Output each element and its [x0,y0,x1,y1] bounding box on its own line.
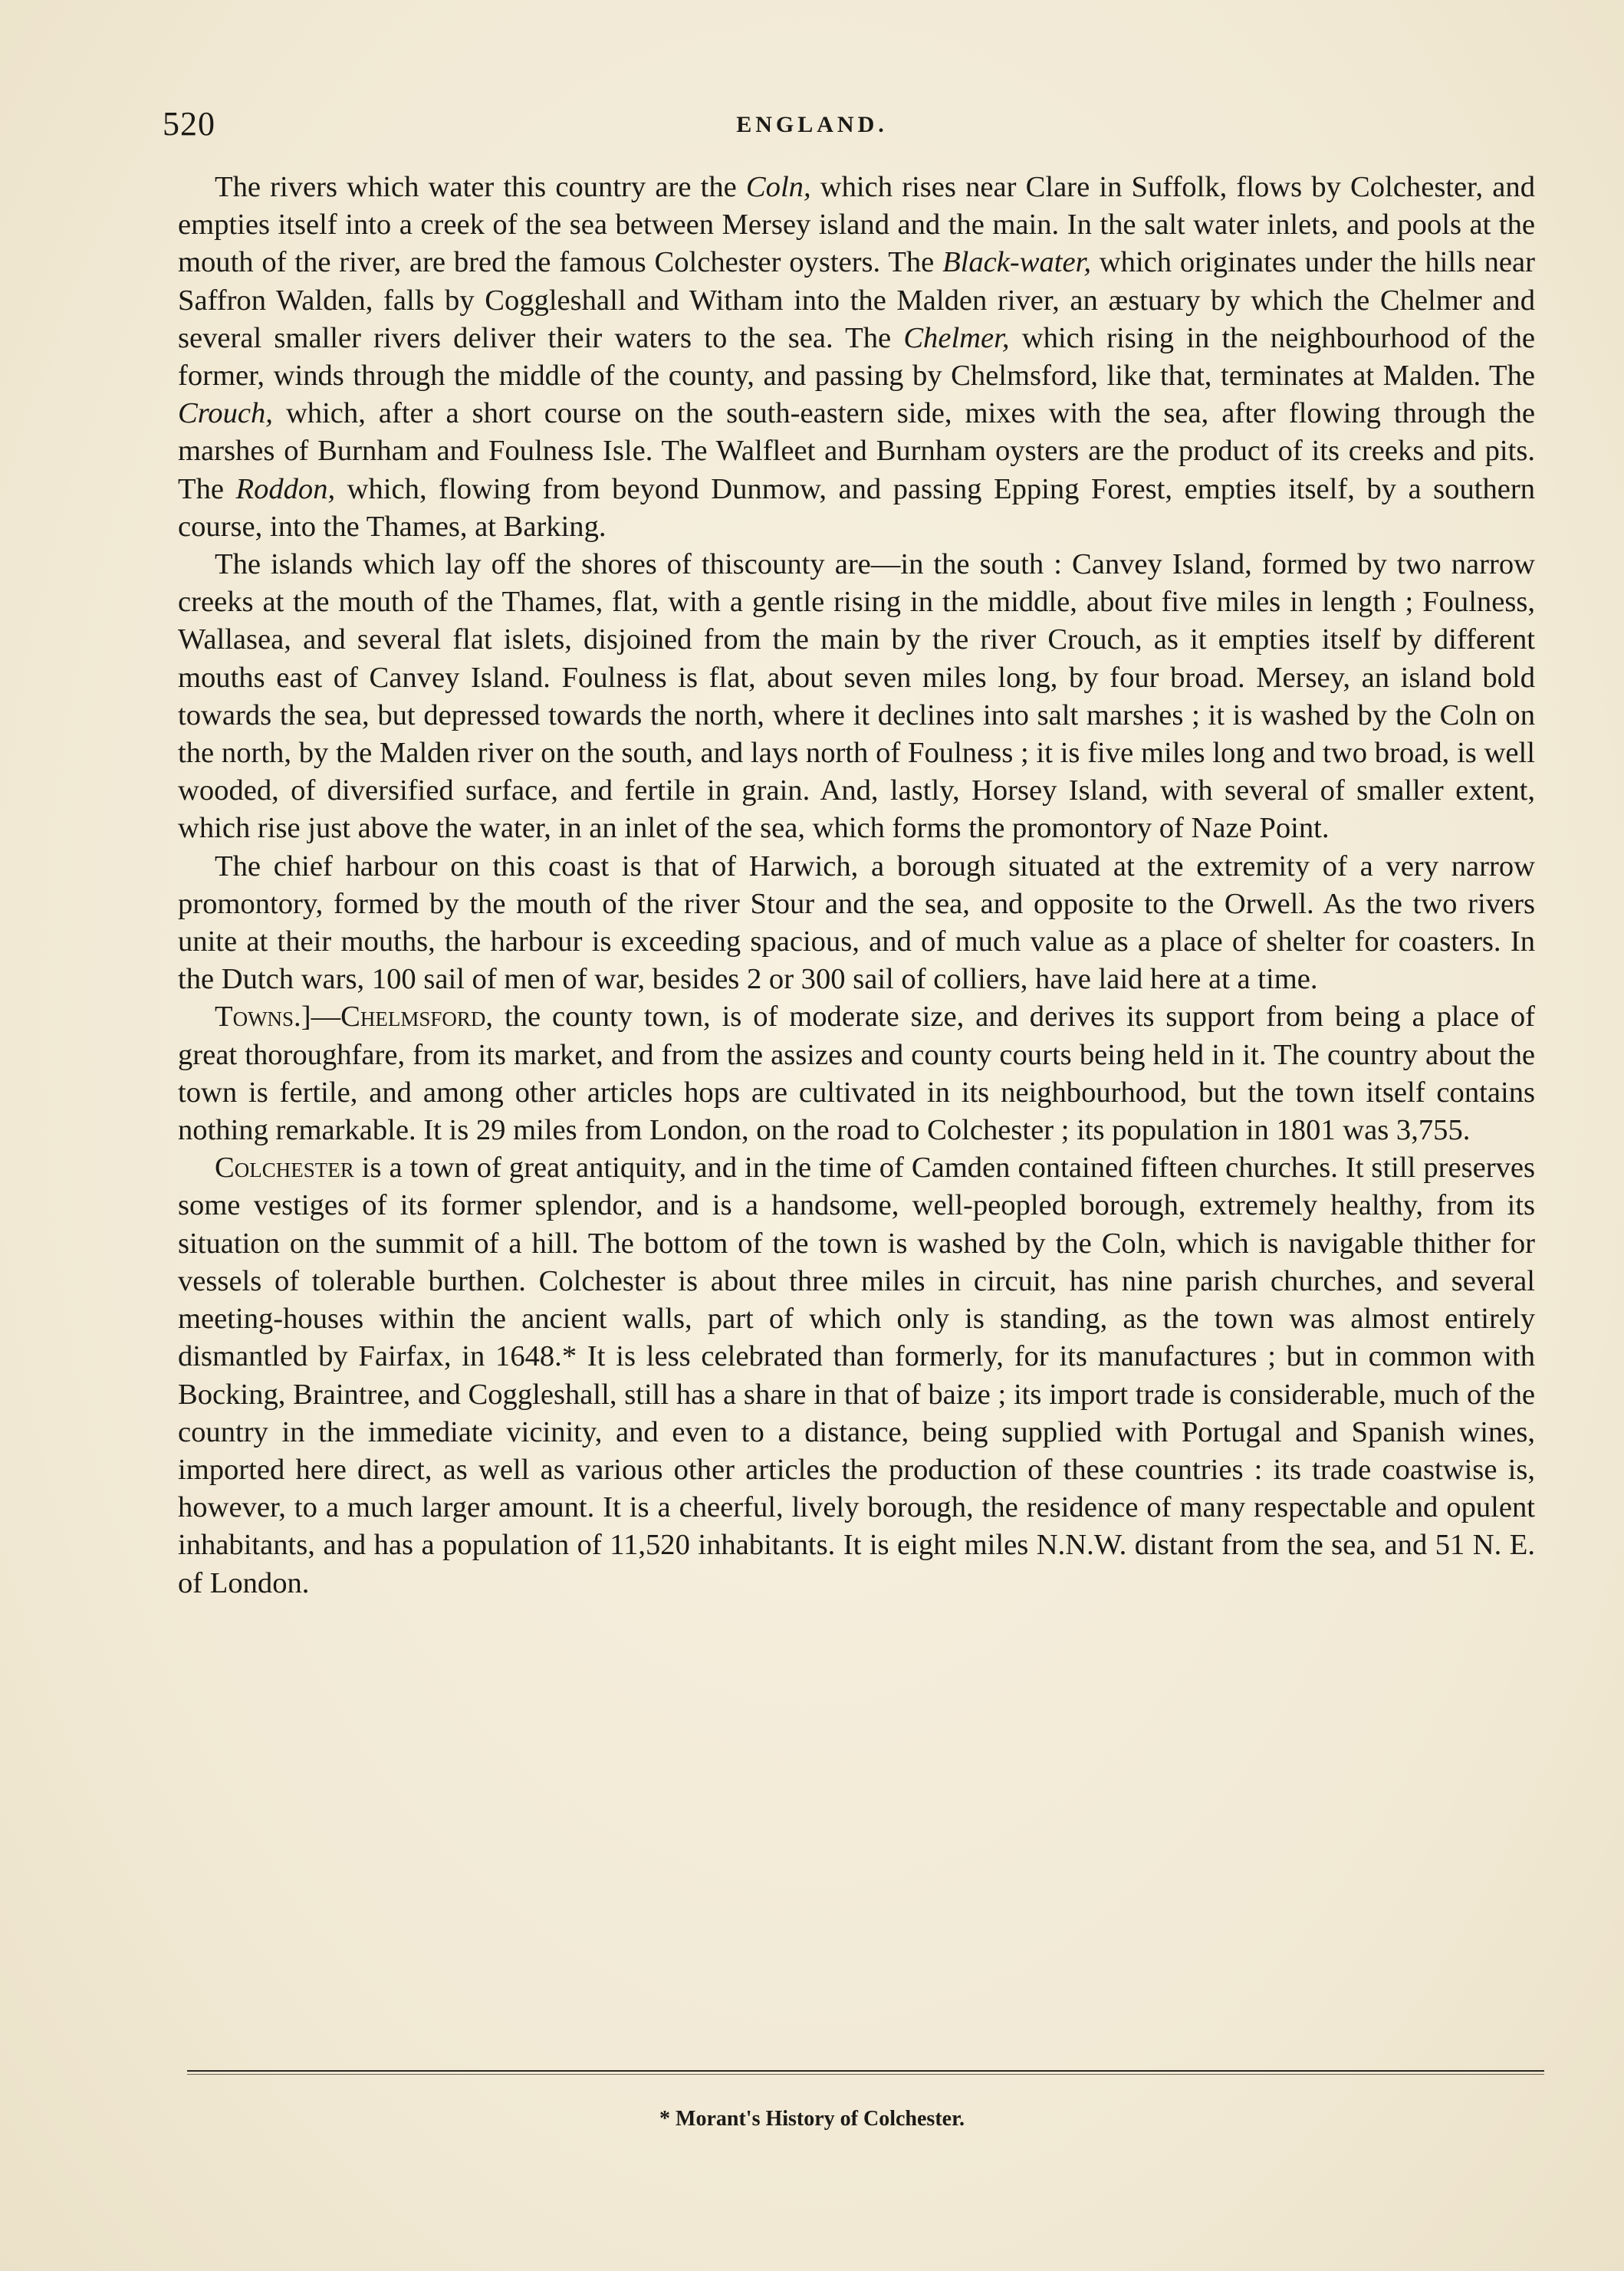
text-run: Roddon, [235,472,336,505]
text-run: The chief harbour on this coast is that of Harwich, a borough situated at the extremity of a very narrow promontory, formed by the mouth of the river Stour and the sea, and opposite to the Orwell. As the two rivers unite at their mouths, the harbour is exceeding spacious, and of much value as a place of shelter for coasters. In the Dutch wars, 100 sail of men of war, besides 2 or 300 sail of colliers, have laid here at a time. [178,850,1535,996]
text-run: Chelmer, [903,321,1010,354]
text-run: Coln, [745,171,811,203]
footnote: * Morant's History of Colchester. [659,2107,965,2131]
paragraph-harbour [178,848,1535,999]
text-run: The islands which lay off the shores of thiscounty are—in the south : Canvey Island, formed by two narrow creeks at the mouth of the Thames, flat, with a gentle rising in the middle, about five miles in length ; Foulness, Wallasea, and several flat islets, disjoined from the main by the river Crouch, as it empties itself by different mouths east of Canvey Island. Foulness is flat, about seven miles long, by four broad. Mersey, an island bold towards the sea, but depressed towards the north, where it declines into salt marshes ; it is washed by the Coln on the north, by the Malden river on the south, and lays north of Foulness ; it is five miles long and two broad, is well wooded, of diversified surface, and fertile in grain. And, lastly, Horsey Island, with several of smaller extent, which rise just above the water, in an inlet of the sea, which forms the promontory of Naze Point. [178,548,1535,845]
page-header [0,101,1624,147]
text-run: which rises near Clare in Suffolk, flows by Colchester, and empties itself into a creek of the sea between Mersey island and the main. In the salt water inlets, and pools at the mouth of the river, are bred the famous Colchester oysters. The [178,171,1535,279]
text-run: which, flowing from beyond Dunmow, and passing Epping Forest, empties itself, by a southern course, into the Thames, at Barking. [178,472,1535,543]
footnote-rule [187,2070,1544,2075]
paragraph-islands [178,546,1535,848]
text-run: Colchester [215,1152,354,1185]
paragraph-chelmsford [178,998,1535,1149]
text-run: The rivers which water this country are the [215,171,746,203]
page-number: 520 [163,105,215,143]
text-run: which rising in the neighbourhood of the former, winds through the middle of the county, and passing by Chelmsford, like that, terminates at Malden. The [178,321,1535,393]
text-run: which originates under the hills near Saffron Walden, falls by Coggleshall and Witham into the Malden river, an æstuary by which the Chelmer and several smaller rivers deliver their waters to the sea. The [178,246,1535,354]
text-run: Crouch, [178,397,273,430]
paragraph-rivers [178,169,1535,546]
text-run: is a town of great antiquity, and in the time of Camden contained fifteen churches. It still preserves some vestiges of its former splendor, and is a handsome, well-peopled borough, extremely healthy, from its situation on the summit of a hill. The bottom of the town is washed by the Coln, which is navigable thither for vessels of tolerable burthen. Colchester is about three miles in circuit, has nine parish churches, and several meeting-houses within the ancient walls, part of which only is standing, as the town was almost entirely dismantled by Fairfax, in 1648.* It is less celebrated than formerly, for its manufactures ; but in common with Bocking, Braintree, and Coggleshall, still has a share in that of baize ; its import trade is considerable, much of the country in the immediate vicinity, and even to a distance, being supplied with Portugal and Spanish wines, imported here direct, as well as various other articles the production of these countries : its trade coastwise is, however, to a much larger amount. It is a cheerful, lively borough, the residence of many respectable and opulent inhabitants, and has a population of 11,520 inhabitants. It is eight miles N.N.W. distant from the sea, and 51 N. E. of London. [178,1152,1535,1599]
body-text [178,169,1535,1602]
text-run: — [311,1001,341,1034]
text-run: which, after a short course on the south-eastern side, mixes with the sea, after flowing through the marshes of Burnham and Foulness Isle. The Walfleet and Burnham oysters are the product of its creeks and pits. The [178,397,1535,505]
running-head: ENGLAND. [736,112,888,137]
paragraph-colchester [178,1149,1535,1602]
text-run: the county town, is of moderate size, and derives its support from being a place of great thoroughfare, from its market, and from the assizes and county courts being held in it. The country about the town is fertile, and among other articles hops are cultivated in its neighbourhood, but the town itself contains nothing remarkable. It is 29 miles from London, on the road to Colchester ; its population in 1801 was 3,755. [178,1001,1535,1147]
text-run: Black-water, [942,246,1091,279]
text-run: Towns.] [215,1001,311,1034]
text-run: Chelmsford, [340,1001,494,1034]
